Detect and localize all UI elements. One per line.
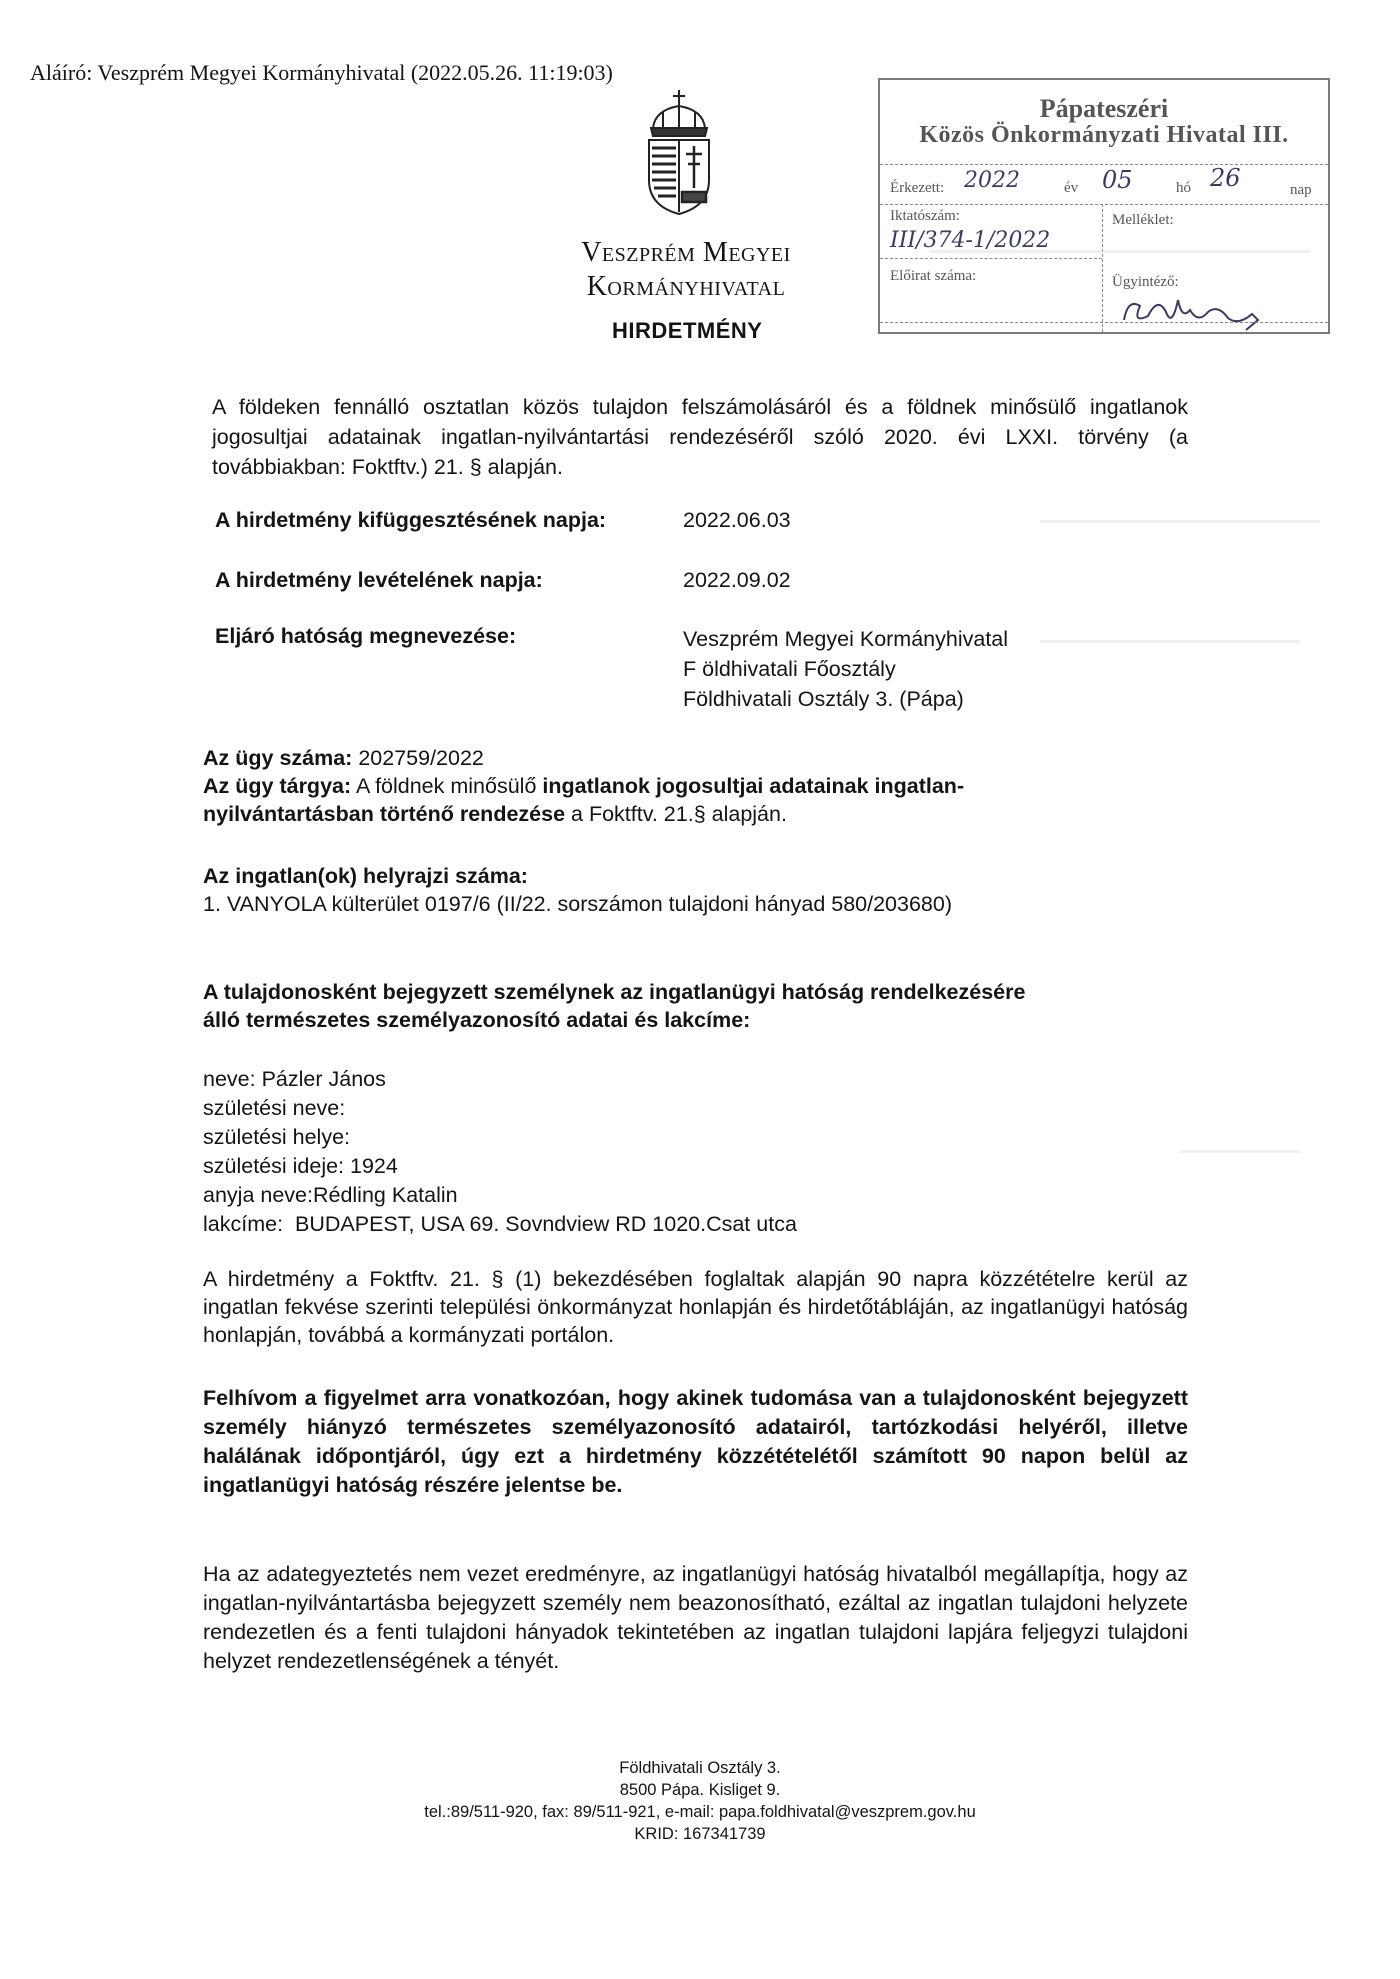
organization-line-1: Veszprém Megyei: [581, 237, 791, 268]
parcel-label: Az ingatlan(ok) helyrajzi száma:: [203, 864, 528, 888]
parcel-item: 1. VANYOLA külterület 0197/6 (II/22. sorszámon tulajdoni hányad 580/203680): [203, 892, 952, 916]
stamp-received-month: 05: [1102, 166, 1133, 194]
case-block: [203, 744, 964, 828]
case-subject-part-4: a Foktftv. 21.§ alapján.: [571, 802, 787, 826]
posting-date-label: A hirdetmény kifüggesztésének napja:: [215, 508, 607, 532]
parcel-block: [203, 862, 952, 918]
stamp-filing-label: Iktatószám:: [890, 208, 960, 224]
case-subject-part-1: A földnek minősülő: [355, 774, 537, 798]
bleed-through-mark: [1040, 520, 1320, 523]
stamp-column-divider: [1102, 204, 1103, 332]
owner-mother-name: anyja neve:Rédling Katalin: [203, 1183, 458, 1207]
stamp-year-label: év: [1064, 180, 1079, 196]
authority-label: Eljáró hatóság megnevezése:: [215, 624, 517, 648]
stamp-divider: [880, 204, 1328, 205]
authority-line-3: Földhivatali Osztály 3. (Pápa): [683, 687, 964, 711]
stamp-divider: [880, 164, 1328, 165]
signer-line: Aláíró: Veszprém Megyei Kormányhivatal (2022.05.26. 11:19:03): [30, 60, 613, 85]
organization-name: [556, 236, 816, 304]
footer-krid: KRID: 167341739: [634, 1825, 766, 1843]
owner-address: lakcíme: BUDAPEST, USA 69. Sovndview RD 1020.Csat utca: [203, 1212, 797, 1236]
case-number-label: Az ügy száma:: [203, 746, 353, 770]
stamp-received-label: Érkezett:: [890, 180, 945, 196]
footer-contact: tel.:89/511-920, fax: 89/511-921, e-mail: papa.foldhivatal@veszprem.gov.hu: [424, 1803, 976, 1821]
stamp-received-day: 26: [1210, 164, 1241, 192]
bleed-through-mark: [1040, 640, 1300, 643]
authority-line-1: Veszprém Megyei Kormányhivatal: [683, 627, 1009, 651]
stamp-attachment-label: Melléklet:: [1112, 212, 1174, 228]
document-title: HIRDETMÉNY: [612, 318, 763, 343]
removal-date-value: 2022.09.02: [683, 568, 791, 592]
stamp-day-label: nap: [1290, 182, 1312, 198]
stamp-office-line-1: Pápateszéri: [1039, 94, 1169, 123]
stamp-received-year: 2022: [964, 168, 1020, 193]
stamp-officer-label: Ügyintéző:: [1112, 274, 1179, 290]
owner-birth-place: születési helye:: [203, 1125, 350, 1149]
footer-address: 8500 Pápa. Kisliget 9.: [619, 1781, 781, 1799]
owner-heading-line-1: A tulajdonosként bejegyzett személynek az ingatlanügyi hatóság rendelkezésére: [203, 980, 1026, 1004]
stamp-divider: [880, 258, 1102, 259]
authority-value: [683, 624, 1008, 714]
footer: [300, 1757, 1100, 1845]
case-subject-label: Az ügy tárgya:: [203, 774, 352, 798]
authority-line-2: F öldhivatali Főosztály: [683, 657, 896, 681]
bleed-through-mark: [1180, 1150, 1300, 1153]
stamp-previous-label: Előirat száma:: [890, 268, 977, 284]
footer-office: Földhivatali Osztály 3.: [619, 1759, 781, 1777]
case-subject-part-2: ingatlanok jogosultjai adatainak ingatlan-: [542, 774, 965, 798]
bleed-through-mark: [930, 250, 1310, 253]
stamp-month-label: hó: [1176, 180, 1191, 196]
officer-signature-icon: [1118, 290, 1268, 334]
case-number: 202759/2022: [358, 746, 484, 770]
attention-paragraph: Felhívom a figyelmet arra vonatkozóan, hogy akinek tudomása van a tulajdonosként bejegyzett személy hiányzó természetes személyazonosító adatairól, tartózkodási helyéről, illetve halálának időpontjáról, úgy ezt a hirdetmény közzétételétől számított 90 napon belül az ingatlanügyi hatóság részére jelentse be.: [203, 1386, 1188, 1497]
owner-heading: [203, 978, 1025, 1034]
coat-of-arms-icon: [641, 88, 717, 216]
owner-birth-name: születési neve:: [203, 1096, 346, 1120]
owner-name: neve: Pázler János: [203, 1067, 386, 1091]
posting-date-value: 2022.06.03: [683, 508, 791, 532]
consequence-paragraph: Ha az adategyeztetés nem vezet eredményre, az ingatlanügyi hatóság hivatalból megállapítja, hogy az ingatlan-nyilvántartásba bejegyzett személy nem beazonosítható, ezáltal az ingatlan tulajdoni helyzete rendezetlen és a fenti tulajdoni hányadok tekintetében az ingatlan tulajdoni lapjára feljegyzi tulajdoni helyzet rendezetlenségének a tényét.: [203, 1562, 1188, 1673]
stamp-divider: [880, 322, 1328, 323]
publication-paragraph: A hirdetmény a Foktftv. 21. § (1) bekezdésében foglaltak alapján 90 napra közzétételre kerül az ingatlan fekvése szerinti települési önkormányzat honlapján és hirdetőtábláján, az ingatlanügyi hatóság honlapján, továbbá a kormányzati portálon.: [203, 1267, 1188, 1347]
case-subject-part-3: nyilvántartásban történő rendezése: [203, 802, 566, 826]
owner-heading-line-2: álló természetes személyazonosító adatai és lakcíme:: [203, 1008, 751, 1032]
stamp-office-line-2: Közös Önkormányzati Hivatal III.: [919, 122, 1289, 148]
stamp-filing-number: III/374-1/2022: [890, 228, 1051, 253]
owner-birth-date: születési ideje: 1924: [203, 1154, 398, 1178]
owner-data: [203, 1065, 797, 1239]
removal-date-label: A hirdetmény levételének napja:: [215, 568, 543, 592]
registration-stamp: [878, 78, 1330, 334]
organization-line-2: Kormányhivatal: [586, 271, 786, 302]
intro-paragraph: A földeken fennálló osztatlan közös tulajdon felszámolásáról és a földnek minősülő ingatlanok jogosultjai adatainak ingatlan-nyilvántartási rendezéséről szóló 2020. évi LXXI. törvény (a továbbiakban: Foktftv.) 21. § alapján.: [212, 395, 1188, 479]
